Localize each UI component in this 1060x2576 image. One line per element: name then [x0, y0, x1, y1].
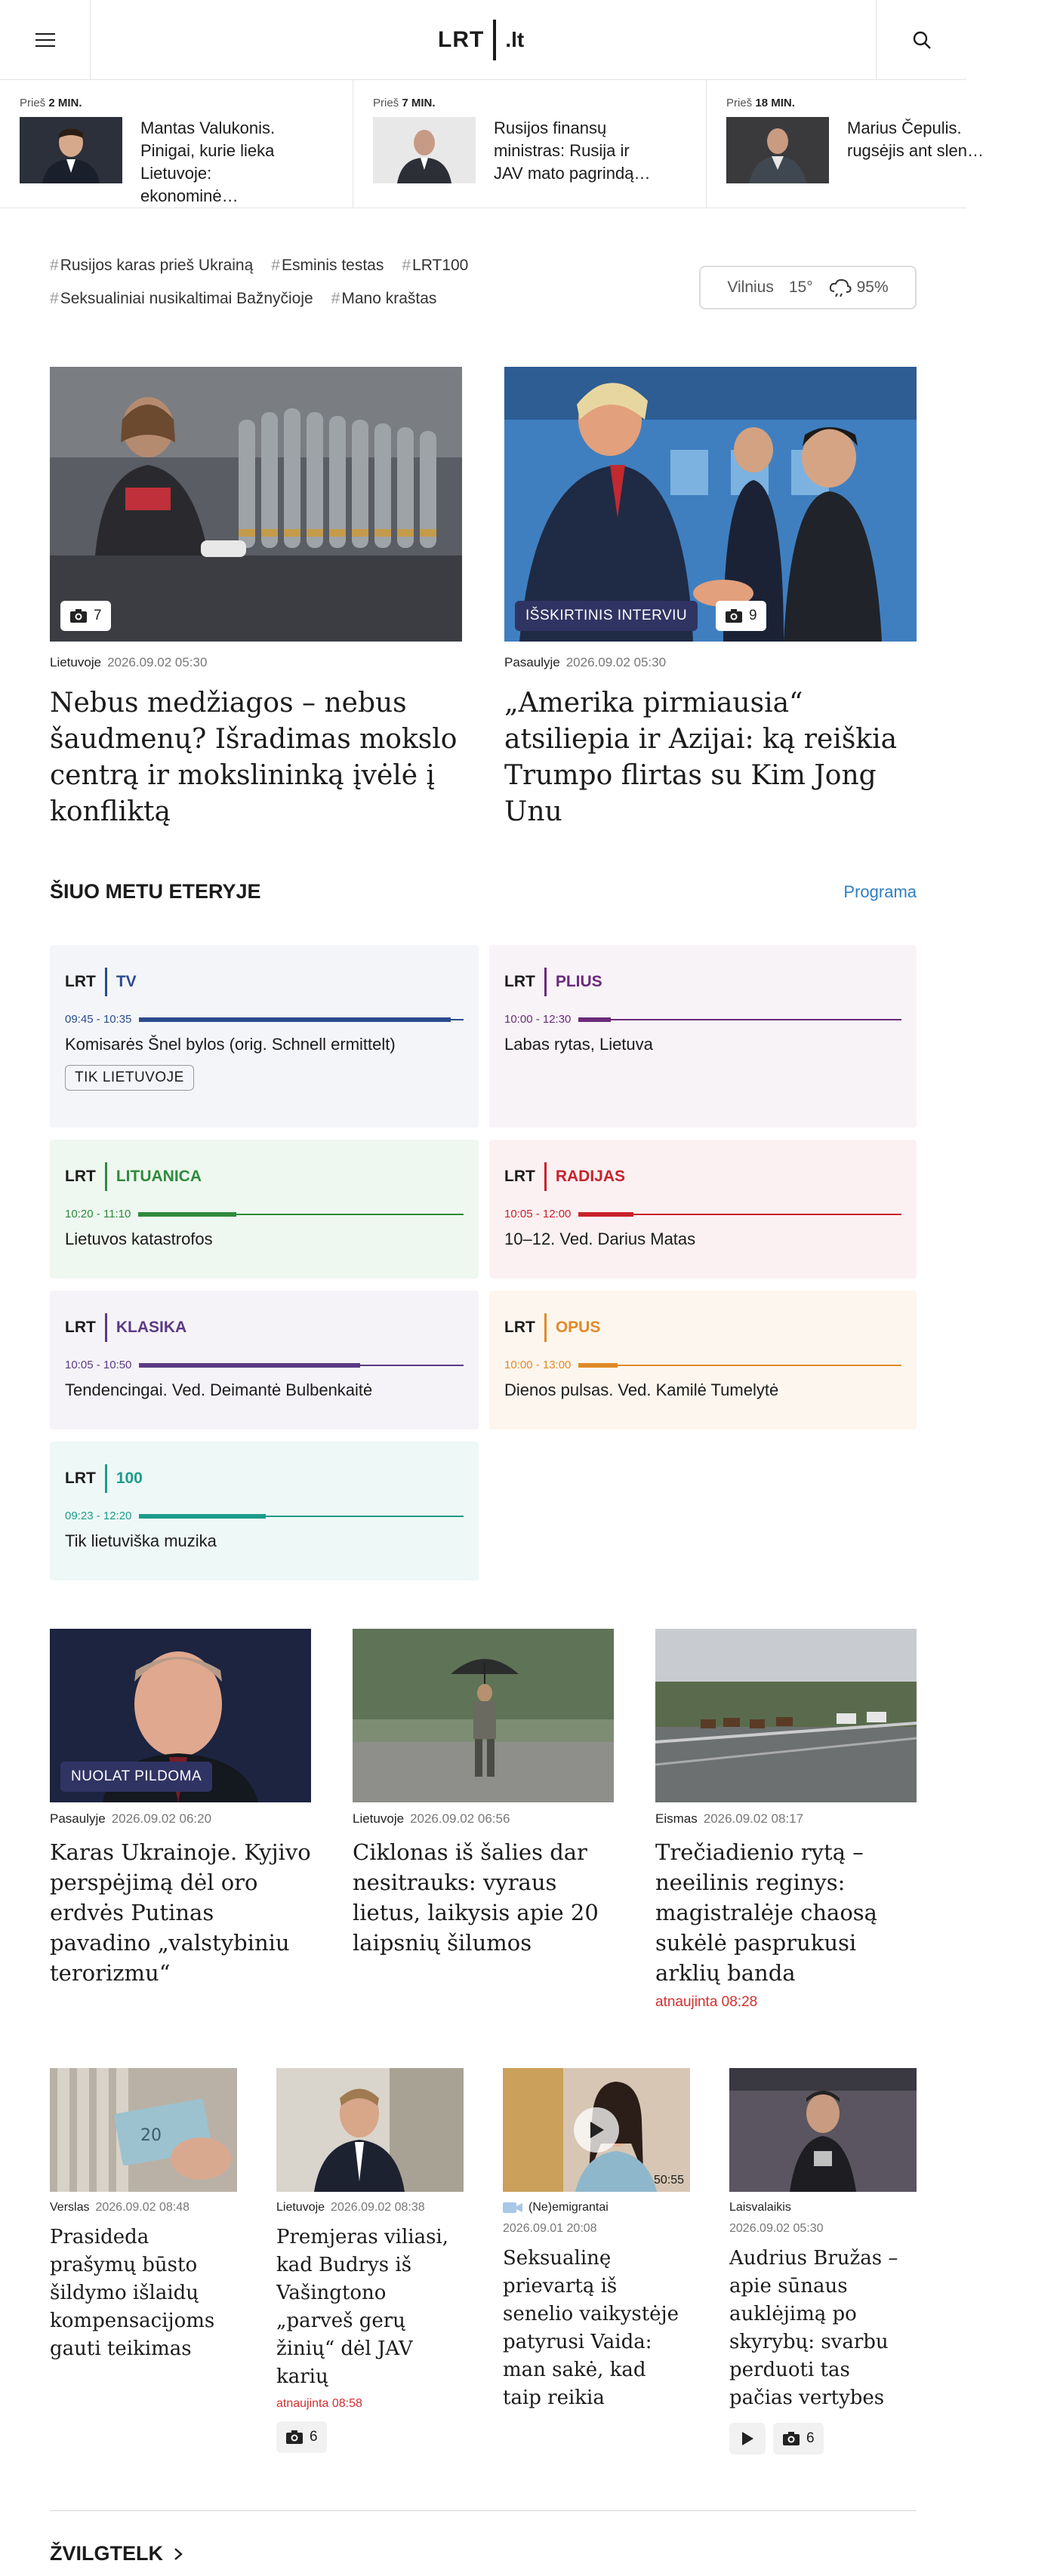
weather-city: Vilnius — [727, 279, 774, 296]
article-card[interactable] — [276, 2068, 464, 2453]
logo-text-lt: .lt — [505, 28, 525, 51]
progress-fill — [578, 1017, 611, 1022]
channel-name: OPUS — [555, 1319, 601, 1336]
progress-fill — [139, 1363, 359, 1368]
hero-article[interactable] — [50, 367, 462, 830]
article-date: 2026.09.01 20:08 — [503, 2222, 597, 2235]
channel-logo: LRT RADIJAS — [504, 1162, 901, 1191]
progress-track — [138, 1214, 464, 1215]
video-badge-icon — [503, 2201, 522, 2214]
updated-label: atnaujinta 08:28 — [655, 1994, 758, 2010]
lrt-logo[interactable] — [438, 20, 524, 60]
program-progress — [504, 1013, 901, 1026]
article-meta — [504, 655, 917, 670]
article-card[interactable] — [729, 2068, 917, 2454]
article-image — [353, 1629, 614, 1802]
article-image — [276, 2068, 464, 2192]
article-category[interactable]: Pasaulyje — [50, 1811, 106, 1826]
article-category[interactable]: Eismas — [655, 1811, 698, 1826]
region-restriction-badge: TIK LIETUVOJE — [65, 1065, 194, 1091]
article-title[interactable]: Trečiadienio rytą – neeilinis reginys: magistralėje chaosą sukėlė pasprukusi arklių banda — [655, 1839, 877, 1986]
weather-widget[interactable] — [699, 266, 917, 309]
article-meta — [276, 2201, 464, 2214]
progress-track — [578, 1365, 901, 1366]
article-meta — [655, 1811, 917, 1827]
program-title[interactable]: Labas rytas, Lietuva — [504, 1035, 653, 1054]
hero-article[interactable] — [504, 367, 917, 830]
progress-track — [139, 1019, 464, 1020]
topic-tags — [50, 257, 654, 323]
program-time: 09:45 - 10:35 — [65, 1013, 132, 1026]
logo-divider — [493, 20, 496, 60]
progress-track — [578, 1214, 901, 1215]
channel-card[interactable] — [489, 945, 917, 1128]
article-category[interactable]: Lietuvoje — [353, 1811, 405, 1826]
program-time: 10:05 - 12:00 — [504, 1208, 572, 1220]
news-ticker — [0, 80, 984, 208]
channel-logo: LRT 100 — [65, 1464, 464, 1493]
article-date: 2026.09.02 06:56 — [410, 1811, 510, 1826]
article-title[interactable]: Nebus medžiagos – nebus šaudmenų? Išradimas mokslo centrą ir mokslininką įvėlė į konfliktą — [50, 688, 458, 827]
article-card[interactable] — [655, 1629, 917, 2011]
article-meta — [503, 2222, 690, 2236]
photo-count-badge: 9 — [716, 601, 766, 631]
section-title: ŠIUO METU ETERYJE — [50, 880, 261, 903]
channel-card[interactable] — [489, 1140, 917, 1279]
ticker-item[interactable] — [353, 80, 707, 208]
progress-track — [578, 1019, 901, 1020]
video-duration: 50:55 — [653, 2174, 684, 2187]
tag-link[interactable]: # Mano kraštas — [331, 290, 437, 308]
program-time: 10:00 - 12:30 — [504, 1013, 572, 1026]
article-image — [729, 2068, 917, 2192]
program-time: 10:05 - 10:50 — [65, 1359, 132, 1371]
ticker-title: Marius Čepulis. rugsėjis ant slen… — [847, 118, 984, 160]
program-time: 09:23 - 12:20 — [65, 1510, 132, 1522]
article-category[interactable]: Verslas — [50, 2201, 90, 2214]
article-title[interactable]: Ciklonas iš šalies dar nesitrauks: vyraus lietus, laikysis apie 20 laipsnių šilumos — [353, 1839, 599, 1956]
article-date: 2026.09.02 08:17 — [703, 1811, 804, 1826]
channel-name: 100 — [116, 1470, 143, 1487]
channel-card[interactable] — [50, 1442, 479, 1580]
article-date: 2026.09.02 06:20 — [111, 1811, 212, 1826]
menu-button[interactable] — [0, 0, 91, 80]
article-date: 2026.09.02 05:30 — [729, 2222, 824, 2235]
video-play-button[interactable] — [729, 2423, 766, 2454]
article-image — [655, 1629, 917, 1802]
program-progress — [65, 1208, 464, 1220]
ticker-item[interactable] — [0, 80, 353, 208]
program-title[interactable]: 10–12. Ved. Darius Matas — [504, 1230, 696, 1248]
article-card[interactable] — [503, 2068, 690, 2412]
ticker-title: Rusijos finansų ministras: Rusija ir JAV mato pagrindą… — [494, 118, 651, 183]
article-title[interactable]: „Amerika pirmiausia“ atsiliepia ir Azijai: ką reiškia Trumpo flirtas su Kim Jong Unu — [504, 688, 898, 827]
on-air-header — [50, 880, 917, 903]
program-progress — [65, 1510, 464, 1522]
program-progress — [504, 1208, 901, 1220]
tag-link[interactable]: # Esminis testas — [271, 257, 384, 275]
article-category[interactable]: (Ne)emigrantai — [528, 2201, 609, 2214]
article-image — [50, 1629, 311, 1802]
channel-card[interactable] — [489, 1291, 917, 1430]
play-icon — [741, 2431, 754, 2446]
site-header — [0, 0, 966, 80]
logo-text-lrt: LRT — [438, 27, 485, 52]
weather-temp: 15° — [788, 279, 813, 296]
article-image — [50, 2068, 237, 2192]
camera-icon — [69, 608, 88, 623]
article-title[interactable]: Audrius Bružas – apie sūnaus auklėjimą po skyrybų: svarbu perduoti tas pačias vertybes — [729, 2247, 898, 2409]
live-update-badge: NUOLAT PILDOMA — [60, 1762, 212, 1792]
channel-name: RADIJAS — [555, 1168, 626, 1185]
ticker-time: Prieš 18 MIN. — [726, 97, 795, 109]
article-meta — [353, 1811, 614, 1827]
program-progress — [65, 1013, 464, 1026]
program-progress — [504, 1359, 901, 1371]
article-image — [504, 367, 917, 642]
section-link-zvilgtelk[interactable]: ŽVILGTELK — [50, 2542, 183, 2565]
progress-fill — [578, 1363, 617, 1368]
article-title[interactable]: Seksualinę prievartą iš senelio vaikystėje patyrusi Vaida: man sakė, kad taip reikia — [503, 2247, 679, 2409]
ticker-thumbnail — [373, 117, 476, 183]
search-icon — [912, 30, 932, 50]
article-category[interactable]: Lietuvoje — [50, 655, 102, 669]
article-title[interactable]: Premjeras viliasi, kad Budrys iš Vašingtono „parveš gerų žinių“ dėl JAV karių — [276, 2226, 449, 2388]
ticker-time: Prieš 2 MIN. — [20, 97, 82, 109]
progress-fill — [578, 1212, 633, 1217]
ticker-item[interactable] — [707, 80, 1060, 208]
tag-link[interactable]: # LRT100 — [402, 257, 468, 275]
gallery-button[interactable]: 6 — [276, 2421, 327, 2453]
article-meta — [729, 2201, 917, 2214]
article-category[interactable]: Laisvalaikis — [729, 2201, 791, 2214]
camera-icon — [725, 608, 743, 623]
ticker-thumbnail — [726, 117, 829, 183]
progress-track — [139, 1365, 464, 1366]
section-divider — [50, 2510, 917, 2511]
article-category[interactable]: Pasaulyje — [504, 655, 560, 669]
ticker-title: Mantas Valukonis. Pinigai, kurie lieka Lietuvoje: ekonominė… — [140, 118, 276, 205]
program-time: 10:20 - 11:10 — [65, 1208, 131, 1220]
channel-logo: LRT KLASIKA — [65, 1313, 464, 1342]
exclusive-interview-badge: IŠSKIRTINIS INTERVIU — [515, 601, 698, 631]
program-title[interactable]: Dienos pulsas. Ved. Kamilė Tumelytė — [504, 1380, 779, 1399]
article-card[interactable] — [50, 2068, 237, 2363]
article-card[interactable] — [50, 1629, 311, 1988]
tag-link[interactable]: # Seksualiniai nusikaltimai Bažnyčioje — [50, 290, 313, 308]
article-date: 2026.09.02 08:38 — [331, 2201, 425, 2214]
chevron-right-icon — [174, 2547, 183, 2561]
svg-text:20: 20 — [140, 2126, 162, 2145]
cloud-rain-icon — [828, 278, 852, 297]
progress-track — [139, 1516, 464, 1517]
gallery-button[interactable]: 6 — [773, 2423, 824, 2454]
article-category[interactable]: Lietuvoje — [276, 2201, 325, 2214]
article-title[interactable]: Karas Ukrainoje. Kyjivo perspėjimą dėl oro erdvės Putinas pavadino „valstybiniu terorizmu“ — [50, 1839, 311, 1986]
article-meta — [50, 1811, 311, 1827]
article-meta — [729, 2222, 917, 2236]
program-title[interactable]: Tik lietuviška muzika — [65, 1531, 217, 1550]
weather-humidity: 95% — [856, 279, 889, 296]
tag-link[interactable]: # Rusijos karas prieš Ukrainą — [50, 257, 253, 275]
channel-name: TV — [116, 973, 137, 990]
program-title[interactable]: Tendencingai. Ved. Deimantė Bulbenkaitė — [65, 1380, 373, 1399]
program-title[interactable]: Komisarės Šnel bylos (orig. Schnell ermittelt) — [65, 1035, 396, 1054]
channel-name: PLIUS — [555, 973, 602, 990]
progress-fill — [139, 1514, 266, 1519]
article-date: 2026.09.02 05:30 — [107, 655, 208, 669]
channel-logo: LRT LITUANICA — [65, 1162, 464, 1191]
article-date: 2026.09.02 08:48 — [95, 2201, 190, 2214]
play-icon[interactable] — [574, 2107, 619, 2153]
article-image — [50, 367, 462, 642]
program-progress — [65, 1359, 464, 1371]
article-date: 2026.09.02 05:30 — [565, 655, 667, 669]
channel-logo: LRT PLIUS — [504, 968, 901, 996]
program-time: 10:00 - 13:00 — [504, 1359, 572, 1371]
progress-fill — [139, 1017, 450, 1022]
article-meta — [50, 655, 462, 670]
channel-name: LITUANICA — [116, 1168, 202, 1185]
article-card[interactable] — [353, 1629, 614, 1958]
ticker-time: Prieš 7 MIN. — [373, 97, 436, 109]
channel-logo: LRT TV — [65, 968, 464, 996]
program-title[interactable]: Lietuvos katastrofos — [65, 1230, 213, 1248]
hamburger-icon — [35, 32, 55, 48]
video-thumbnail — [503, 2068, 690, 2192]
photo-count-badge: 7 — [60, 601, 111, 631]
article-meta — [503, 2201, 690, 2214]
camera-icon — [285, 2430, 304, 2445]
program-link[interactable]: Programa — [843, 882, 917, 901]
article-title[interactable]: Prasideda prašymų būsto šildymo išlaidų kompensacijoms gauti teikimas — [50, 2226, 215, 2360]
channel-name: KLASIKA — [116, 1319, 187, 1336]
channel-card[interactable] — [50, 1140, 479, 1279]
article-meta — [50, 2201, 237, 2214]
channel-logo: LRT OPUS — [504, 1313, 901, 1342]
channel-card[interactable] — [50, 945, 479, 1128]
ticker-thumbnail — [20, 117, 122, 183]
progress-fill — [138, 1212, 236, 1217]
search-button[interactable] — [876, 0, 966, 80]
channel-card[interactable] — [50, 1291, 479, 1430]
camera-icon — [782, 2431, 800, 2446]
updated-label: atnaujinta 08:58 — [276, 2397, 362, 2410]
